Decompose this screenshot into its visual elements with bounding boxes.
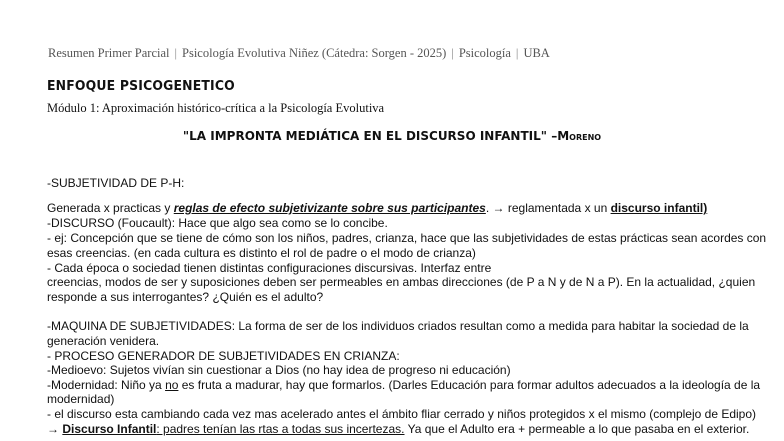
text-run: : padres tenían las rtas a todas sus incertezas. [156, 422, 405, 436]
body-line: creencias, modos de ser y suposiciones deben ser permeables en ambas direcciones (de P a N y de N a P). En la actualidad, ¿quien [47, 275, 756, 289]
header-separator: | [515, 46, 519, 60]
body-line: -Medioevo: Sujetos vivían sin cuestionar a Dios (no hay idea de progreso ni educación) [47, 363, 511, 377]
body-line: - ej: Concepción que se tiene de cómo son los niños, padres, crianza, hace que las subjetividades de estas prácticas sean acordes con [47, 231, 767, 245]
body-line: -MAQUINA DE SUBJETIVIDADES: La forma de ser de los individuos criados resultan como a medida para habitar la sociedad de la [47, 319, 749, 333]
body-line: modernidad) [47, 392, 115, 406]
body-line [47, 201, 707, 215]
arrow-glyph: → [47, 422, 63, 436]
text-run: Ya que el Adulto era + permeable a lo que pasaba en el exterior. [404, 422, 750, 436]
header-separator: | [174, 46, 178, 60]
header-title: Resumen Primer Parcial [48, 46, 170, 60]
header-university: UBA [523, 46, 550, 60]
emphasis-text: discurso infantil) [610, 201, 708, 215]
header-course: Psicología Evolutiva Niñez (Cátedra: Sorgen - 2025) [182, 46, 447, 60]
section-heading: ENFOQUE PSICOGENETICO [47, 78, 235, 94]
body-line: generación venidera. [47, 334, 160, 348]
chapter-author: –Moreno [551, 129, 602, 143]
chapter-title [0, 129, 784, 143]
header-career: Psicología [458, 46, 511, 60]
text-run: . → reglamentada x un [485, 201, 611, 215]
body-line: - el discurso esta cambiando cada vez mas acelerado antes el ámbito fliar cerrado y niños protegidos x el mismo (complejo de Edipo) [47, 407, 757, 421]
page-header [48, 46, 550, 61]
emphasis-text: no [165, 378, 179, 392]
text-run: Generada x practicas y [47, 201, 174, 215]
module-title: Módulo 1: Aproximación histórico-crítica a la Psicología Evolutiva [47, 101, 385, 115]
body-line [47, 378, 760, 392]
emphasis-text: reglas de efecto subjetivizante sobre sus participantes [173, 201, 486, 215]
chapter-name: "LA IMPRONTA MEDIÁTICA EN EL DISCURSO INFANTIL" [182, 129, 548, 143]
body-line: -SUBJETIVIDAD DE P-H: [47, 176, 185, 190]
text-run: -Modernidad: Niño ya [47, 378, 166, 392]
body-line: - PROCESO GENERADOR DE SUBJETIVIDADES EN CRIANZA: [47, 349, 400, 363]
body-line [47, 422, 749, 436]
body-line: responde a sus interrogantes? ¿Quién es el adulto? [47, 290, 324, 304]
body-line: - Cada época o sociedad tienen distintas configuraciones discursivas. Interfaz entre [47, 261, 492, 275]
body-line: -DISCURSO (Foucault): Hace que algo sea como se lo concibe. [47, 216, 388, 230]
header-separator: | [451, 46, 454, 60]
text-run: es fruta a madurar, hay que formarlos. (Darles Educación para formar adultos adecuados a la ideología de la [178, 378, 761, 392]
body-line: esas creencias. (en cada cultura es distinto el rol de padre o el modo de crianza) [47, 246, 476, 260]
emphasis-text: Discurso Infantil [62, 422, 157, 436]
